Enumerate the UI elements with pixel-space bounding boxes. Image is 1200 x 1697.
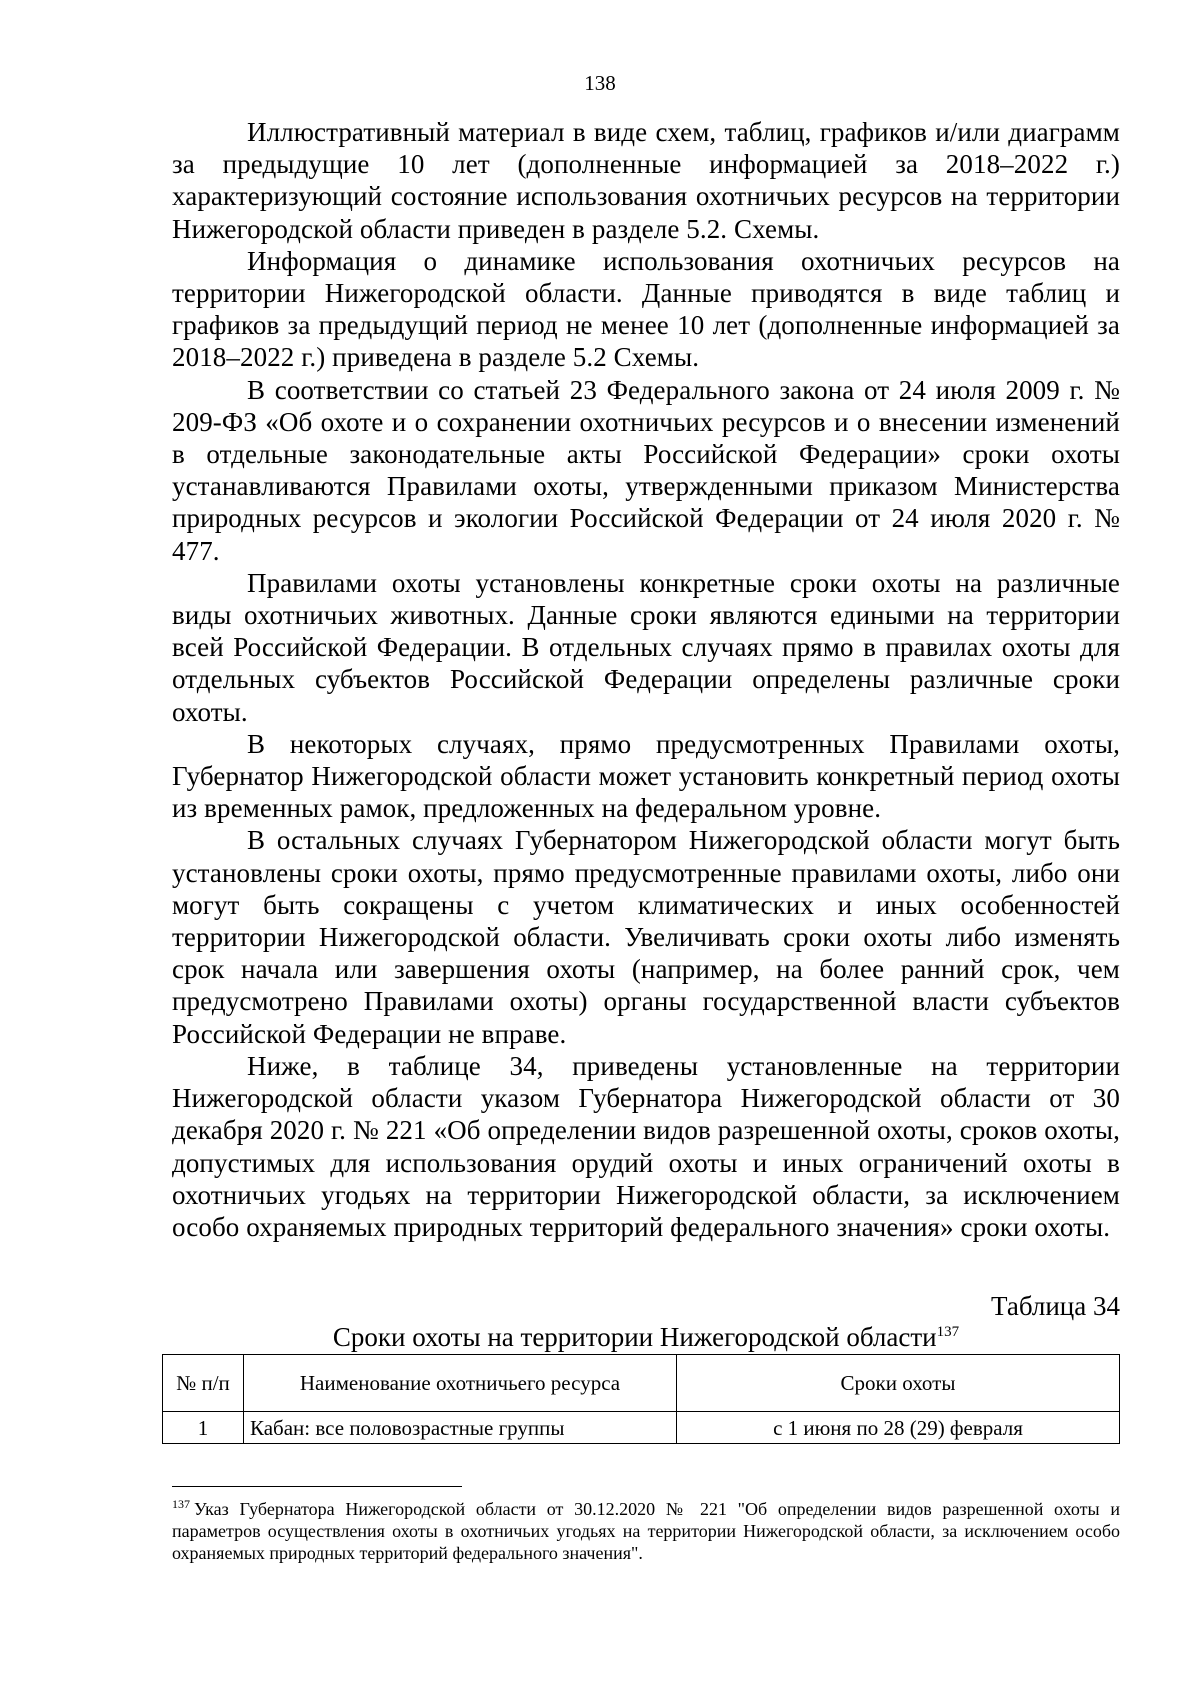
paragraph: Иллюстративный материал в виде схем, таблиц, графиков и/или диаграмм за предыдущие 10 лет (дополненные информацией за 2018–2022 г.) характеризующий состояние использования охотничьих ресурсов на территории Нижегородской области приведен в разделе 5.2. Схемы. — [172, 117, 1120, 244]
table-title-text: Сроки охоты на территории Нижегородской области — [332, 1322, 937, 1352]
header-number: № п/п — [163, 1355, 244, 1412]
table-header-row — [163, 1355, 1120, 1412]
paragraph: Правилами охоты установлены конкретные сроки охоты на различные виды охотничьих животных. Данные сроки являются едиными на территории всей Российской Федерации. В отдельных случаях прямо в правилах охоты для отдельных субъектов Российской Федерации определены различные сроки охоты. — [172, 567, 1120, 727]
footnote — [172, 1498, 1120, 1564]
table-label: Таблица 34 — [991, 1291, 1120, 1321]
footnote-text: Указ Губернатора Нижегородской области от 30.12.2020 № 221 "Об определении видов разрешенной охоты и параметров осуществления охоты в охотничьих угодьях на территории Нижегородской области, за исключением особо охраняемых природных территорий федерального значения". — [172, 1499, 1120, 1563]
row-hunting-period: с 1 июня по 28 (29) февраля — [677, 1412, 1120, 1444]
row-resource-name: Кабан: все половозрастные группы — [244, 1412, 677, 1444]
header-resource-name: Наименование охотничьего ресурса — [244, 1355, 677, 1412]
paragraph: В остальных случаях Губернатором Нижегородской области могут быть установлены сроки охоты, прямо предусмотренные правилами охоты, либо они могут быть сокращены с учетом климатических и иных особенностей территории Нижегородской области. Увеличивать сроки охоты либо изменять срок начала или завершения охоты (например, на более ранний срок, чем предусмотрено Правилами охоты) органы государственной власти субъектов Российской Федерации не вправе. — [172, 825, 1120, 1049]
footnote-reference[interactable]: 137 — [936, 1324, 960, 1340]
paragraph: Ниже, в таблице 34, приведены установленные на территории Нижегородской области указом Губернатора Нижегородской области от 30 декабря 2020 г. № 221 «Об определении видов разрешенной охоты, сроков охоты, допустимых для использования орудий охоты и иных ограничений охоты в охотничьих угодьях на территории Нижегородской области, за исключением особо охраняемых природных территорий федерального значения» сроки охоты. — [172, 1050, 1120, 1242]
table-row — [163, 1412, 1120, 1444]
paragraph: Информация о динамике использования охотничьих ресурсов на территории Нижегородской области. Данные приводятся в виде таблиц и графиков за предыдущий период не менее 10 лет (дополненные информацией за 2018–2022 г.) приведена в разделе 5.2 Схемы. — [172, 245, 1120, 373]
paragraph: В некоторых случаях, прямо предусмотренных Правилами охоты, Губернатор Нижегородской области может установить конкретный период охоты из временных рамок, предложенных на федеральном уровне. — [172, 728, 1120, 824]
paragraph: В соответствии со статьей 23 Федерального закона от 24 июля 2009 г. № 209-ФЗ «Об охоте и о сохранении охотничьих ресурсов и о внесении изменений в отдельные законодательные акты Российской Федерации» сроки охоты устанавливаются Правилами охоты, утвержденными приказом Министерства природных ресурсов и экологии Российской Федерации от 24 июля 2020 г. № 477. — [172, 374, 1120, 566]
page-number: 138 — [584, 71, 616, 95]
footnote-divider — [172, 1486, 462, 1487]
footnote-number: 137 — [172, 1497, 190, 1511]
hunting-seasons-table — [162, 1354, 1120, 1444]
table-title — [172, 1321, 1120, 1353]
body-text — [172, 116, 1120, 1243]
row-number: 1 — [163, 1412, 244, 1444]
header-hunting-period: Сроки охоты — [677, 1355, 1120, 1412]
